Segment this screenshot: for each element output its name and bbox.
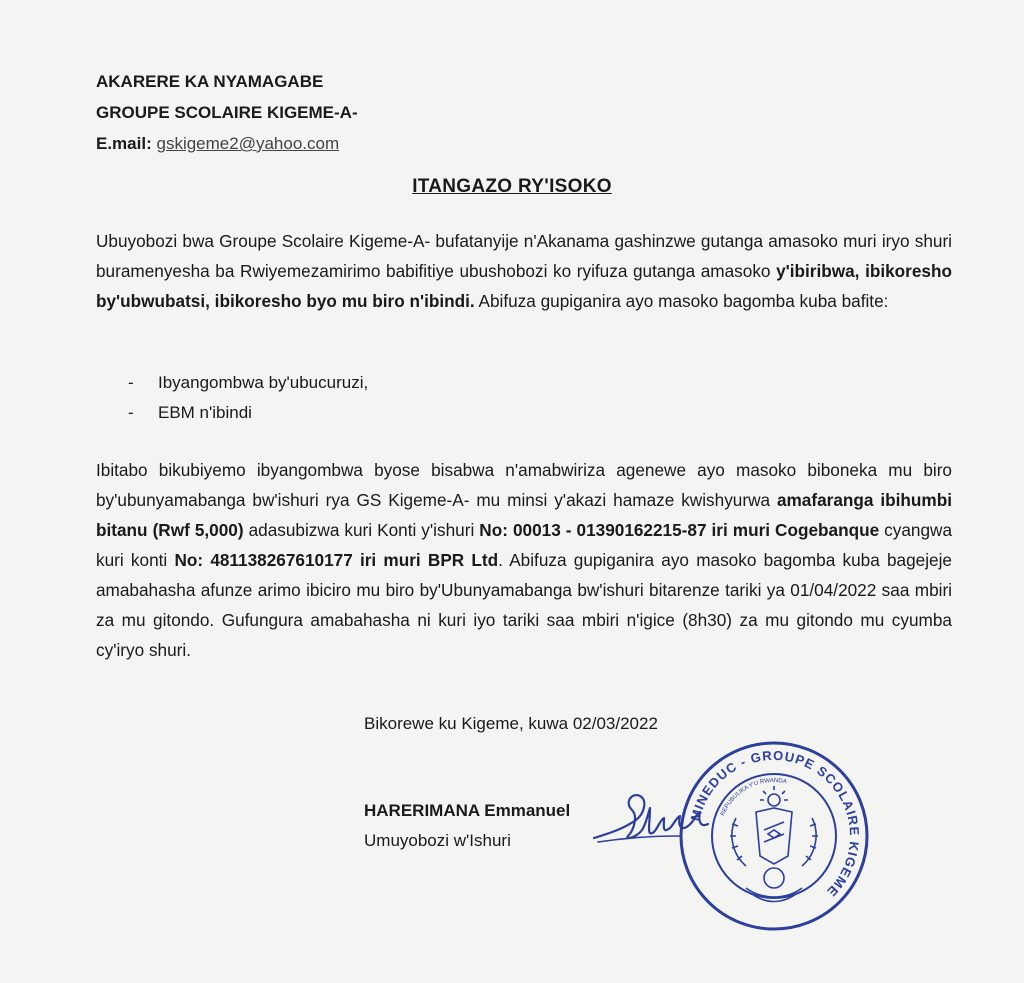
list-item (128, 368, 368, 398)
email-address: gskigeme2@yahoo.com (156, 134, 340, 153)
school-name: GROUPE SCOLAIRE KIGEME-A- (96, 103, 358, 122)
place-date: Bikorewe ku Kigeme, kuwa 02/03/2022 (364, 714, 658, 733)
requirement-text: EBM n'ibindi (158, 403, 252, 422)
school-stamp (676, 738, 872, 934)
instructions-text: . Abifuza gupiganira ayo masoko bagomba kuba bagejeje amabahasha afunze arimo ibiciro mu biro by'Ubunyamabanga bw'ishuri bitarenze tariki ya 01/04/2022 saa mbiri za mu gitondo. Gufungura amabahasha ni kuri iyo tariki saa mbiri n'igice (8h30) za mu gitondo mu cyumba cy'iryo shuri. (96, 550, 952, 660)
bullet-dash: - (128, 373, 134, 392)
instructions-text: Ibitabo bikubiyemo ibyangombwa byose bisabwa n'amabwiriza agenewe ayo masoko biboneka mu biro by'ubunyamabanga bw'ishuri rya GS Kigeme-A- mu minsi y'akazi hamaze kwishyurwa (96, 460, 952, 510)
paragraph-outro: Abifuza gupiganira ayo masoko bagomba kuba bafite: (474, 291, 889, 311)
email-label: E.mail: (96, 134, 152, 153)
stamp-ring-text: MINEDUC - GROUPE SCOLAIRE KIGEME (687, 747, 863, 901)
document-title-text: ITANGAZO RY'ISOKO (412, 176, 612, 197)
signer-name: HARERIMANA Emmanuel (364, 801, 571, 820)
signer-role: Umuyobozi w'Ishuri (364, 831, 511, 850)
fee-amount: amafaranga ibihumbi bitanu (Rwf 5,000) (96, 490, 952, 540)
stamp-inner-text: REPUBULIKA Y'U RWANDA (720, 777, 788, 817)
signer-block (364, 796, 570, 856)
bpr-account: No: 481138267610177 iri muri BPR Ltd (174, 550, 499, 570)
announcement-paragraph (96, 226, 952, 316)
coat-of-arms-icon (730, 786, 818, 902)
letterhead (96, 66, 358, 159)
instructions-paragraph (96, 455, 952, 665)
tender-items: y'ibiribwa, ibikoresho by'ubwubatsi, ibikoresho byo mu biro n'ibindi. (96, 261, 952, 311)
svg-text:REPUBULIKA Y'U RWANDA (720, 778, 787, 817)
requirement-text: Ibyangombwa by'ubucuruzi, (158, 373, 369, 392)
cogebanque-account: No: 00013 - 01390162215-87 iri muri Cogebanque (479, 520, 880, 540)
paragraph-intro: Ubuyobozi bwa Groupe Scolaire Kigeme-A- bufatanyije n'Akanama gashinzwe gutanga amasoko muri iryo shuri buramenyesha ba Rwiyemezamirimo babifitiye ubushobozi ko ryifuza gutanga amasoko (96, 231, 952, 281)
document-title (0, 176, 1024, 198)
email-line (96, 128, 358, 159)
bullet-dash: - (128, 403, 134, 422)
instructions-text: adasubizwa kuri Konti y'ishuri (243, 520, 480, 540)
instructions-text: cyangwa kuri konti (96, 520, 953, 570)
district-name: AKARERE KA NYAMAGABE (96, 72, 324, 91)
list-item (128, 398, 368, 428)
requirements-list (128, 368, 368, 428)
